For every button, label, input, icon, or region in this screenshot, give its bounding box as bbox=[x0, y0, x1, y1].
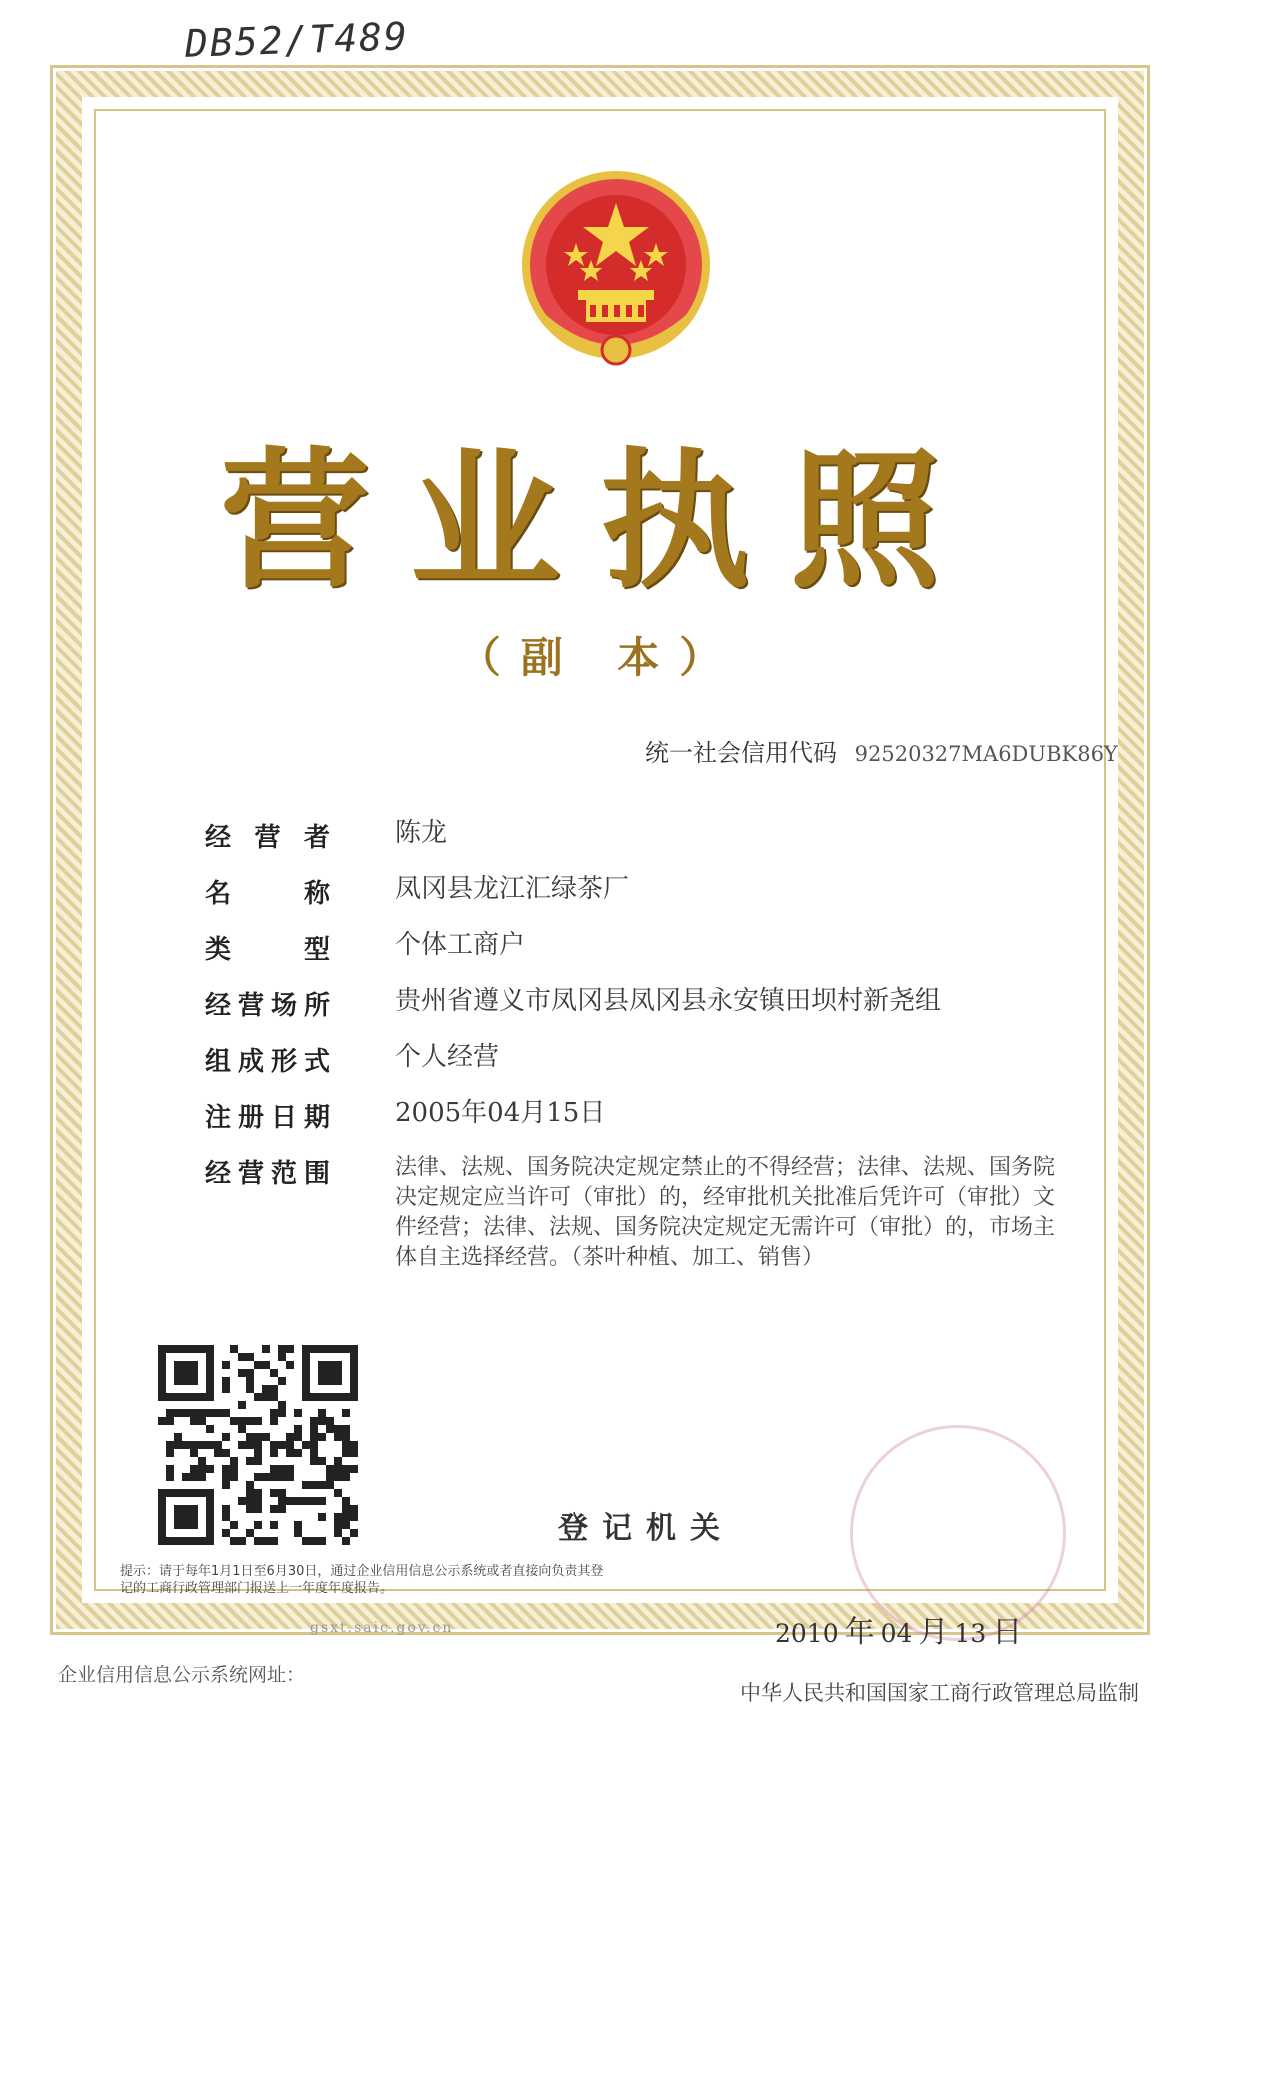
field-label-char: 经 bbox=[205, 823, 232, 853]
footer-supervisor: 中华人民共和国国家工商行政管理总局监制 bbox=[740, 1681, 1139, 1705]
field-label-char: 营 bbox=[237, 1159, 264, 1189]
field-label-char: 型 bbox=[303, 935, 330, 965]
field-label-char: 名 bbox=[205, 879, 232, 909]
certificate-subtitle: （副 本） bbox=[458, 633, 742, 682]
field-label-char: 成 bbox=[237, 1047, 264, 1077]
field-label bbox=[205, 817, 330, 854]
field-label-char: 范 bbox=[270, 1159, 297, 1189]
field-label bbox=[205, 985, 330, 1022]
field-value: 个人经营 bbox=[395, 1042, 500, 1072]
field-label bbox=[205, 1041, 330, 1078]
issue-month: 04 bbox=[880, 1619, 913, 1648]
field-label-char: 形 bbox=[270, 1047, 297, 1077]
field-label-char: 者 bbox=[303, 823, 330, 853]
field-label-char: 注 bbox=[205, 1103, 232, 1133]
footer-system-url-label: 企业信用信息公示系统网址： bbox=[58, 1664, 306, 1686]
field-value: 凤冈县龙江汇绿茶厂 bbox=[395, 874, 630, 904]
field-label bbox=[205, 873, 330, 910]
field-value: 2005年04月15日 bbox=[395, 1098, 606, 1128]
field-label bbox=[205, 1097, 330, 1134]
field-label-char: 组 bbox=[205, 1047, 232, 1077]
registration-authority: 登记机关 bbox=[558, 1511, 734, 1546]
field-label-char: 类 bbox=[205, 935, 232, 965]
field-label-char: 经 bbox=[205, 991, 232, 1021]
national-emblem-icon bbox=[506, 165, 726, 375]
credit-code-label: 统一社会信用代码 bbox=[645, 739, 837, 767]
field-label-char: 式 bbox=[303, 1047, 330, 1077]
credit-code-line bbox=[645, 733, 1118, 768]
faint-website-url: gsxt.saic.gov.cn bbox=[310, 1620, 454, 1636]
handwritten-note: DB52/T489 bbox=[184, 14, 410, 66]
month-unit: 月 bbox=[918, 1615, 949, 1650]
field-label-char: 期 bbox=[303, 1103, 330, 1133]
issue-year: 2010 bbox=[775, 1619, 839, 1648]
field-label-char: 所 bbox=[303, 991, 330, 1021]
field-label bbox=[205, 1153, 330, 1190]
day-unit: 日 bbox=[992, 1615, 1023, 1650]
qr-code-icon[interactable] bbox=[158, 1345, 358, 1545]
certificate bbox=[50, 65, 1150, 1650]
field-value: 法律、法规、国务院决定规定禁止的不得经营；法律、法规、国务院决定规定应当许可（审批）的，经审批机关批准后凭许可（审批）文件经营；法律、法规、国务院决定规定无需许可（审批）的，市场主体自主选择经营。（茶叶种植、加工、销售） bbox=[395, 1155, 1056, 1270]
field-label-char: 经 bbox=[205, 1159, 232, 1189]
field-label-char: 册 bbox=[237, 1103, 264, 1133]
field-label-char: 日 bbox=[270, 1103, 297, 1133]
annual-report-hint: 提示：请于每年1月1日至6月30日，通过企业信用信息公示系统或者直接向负责其登记的工商行政管理部门报送上一年度年度报告。 bbox=[120, 1564, 604, 1596]
field-label-char: 营 bbox=[254, 823, 281, 853]
field-value: 陈龙 bbox=[395, 818, 448, 848]
field-label bbox=[205, 929, 330, 966]
issue-day: 13 bbox=[954, 1619, 987, 1648]
year-unit: 年 bbox=[844, 1615, 875, 1650]
field-label-char: 营 bbox=[237, 991, 264, 1021]
credit-code-value: 92520327MA6DUBK86Y bbox=[854, 742, 1118, 766]
field-label-char: 围 bbox=[303, 1159, 330, 1189]
field-value: 贵州省遵义市凤冈县凤冈县永安镇田坝村新尧组 bbox=[395, 986, 942, 1016]
certificate-title: 营业执照 bbox=[219, 433, 980, 609]
field-value: 个体工商户 bbox=[395, 930, 526, 960]
field-label-char: 场 bbox=[270, 991, 297, 1021]
issue-date bbox=[775, 1607, 1028, 1651]
field-label-char: 称 bbox=[303, 879, 330, 909]
